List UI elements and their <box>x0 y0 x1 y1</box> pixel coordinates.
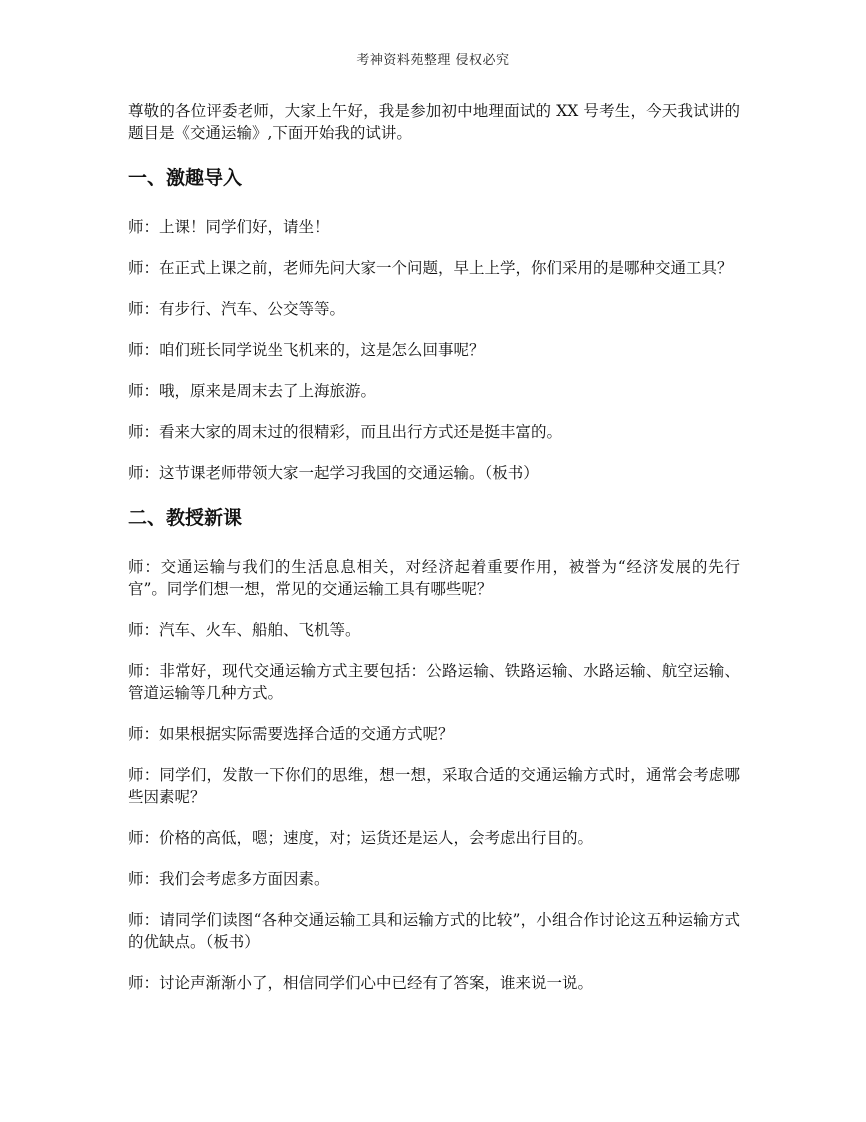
paragraph: 师：咱们班长同学说坐飞机来的，这是怎么回事呢？ <box>128 341 485 359</box>
paragraph: 师：如果根据实际需要选择合适的交通方式呢？ <box>128 725 454 743</box>
paragraph: 师：非常好，现代交通运输方式主要包括：公路运输、铁路运输、水路运输、航空运输、管道运输等几种方式。 <box>128 662 740 702</box>
paragraph: 师：请同学们读图“各种交通运输工具和运输方式的比较”，小组合作讨论这五种运输方式的优缺点。（板书） <box>128 911 740 951</box>
page-header: 考神资料苑整理 侵权必究 <box>356 53 510 68</box>
paragraph: 师：汽车、火车、船舶、飞机等。 <box>128 621 361 639</box>
paragraph: 师：讨论声渐渐小了，相信同学们心中已经有了答案，谁来说一说。 <box>128 974 594 992</box>
paragraph: 师：上课！同学们好，请坐！ <box>128 218 330 236</box>
paragraph: 师：同学们，发散一下你们的思维，想一想，采取合适的交通运输方式时，通常会考虑哪些因素呢？ <box>128 766 740 806</box>
paragraph: 师：哦，原来是周末去了上海旅游。 <box>128 382 377 400</box>
section-heading-new-lesson: 二、教授新课 <box>128 507 243 529</box>
paragraph: 师：有步行、汽车、公交等等。 <box>128 300 346 318</box>
paragraph: 师：这节课老师带领大家一起学习我国的交通运输。（板书） <box>128 464 539 482</box>
intro-paragraph: 尊敬的各位评委老师，大家上午好，我是参加初中地理面试的 XX 号考生，今天我试讲的题目是《交通运输》,下面开始我的试讲。 <box>128 102 740 142</box>
document-body <box>128 100 740 1013</box>
section-heading-intro: 一、激趣导入 <box>128 167 243 189</box>
paragraph: 师：价格的高低，嗯；速度，对；运货还是运人，会考虑出行目的。 <box>128 829 594 847</box>
paragraph: 师：在正式上课之前，老师先问大家一个问题，早上上学，你们采用的是哪种交通工具？ <box>128 259 733 277</box>
paragraph: 师：看来大家的周末过的很精彩，而且出行方式还是挺丰富的。 <box>128 423 563 441</box>
paragraph: 师：我们会考虑多方面因素。 <box>128 870 330 888</box>
paragraph: 师：交通运输与我们的生活息息相关，对经济起着重要作用，被誉为“经济发展的先行官”。同学们想一想，常见的交通运输工具有哪些呢？ <box>128 558 740 598</box>
